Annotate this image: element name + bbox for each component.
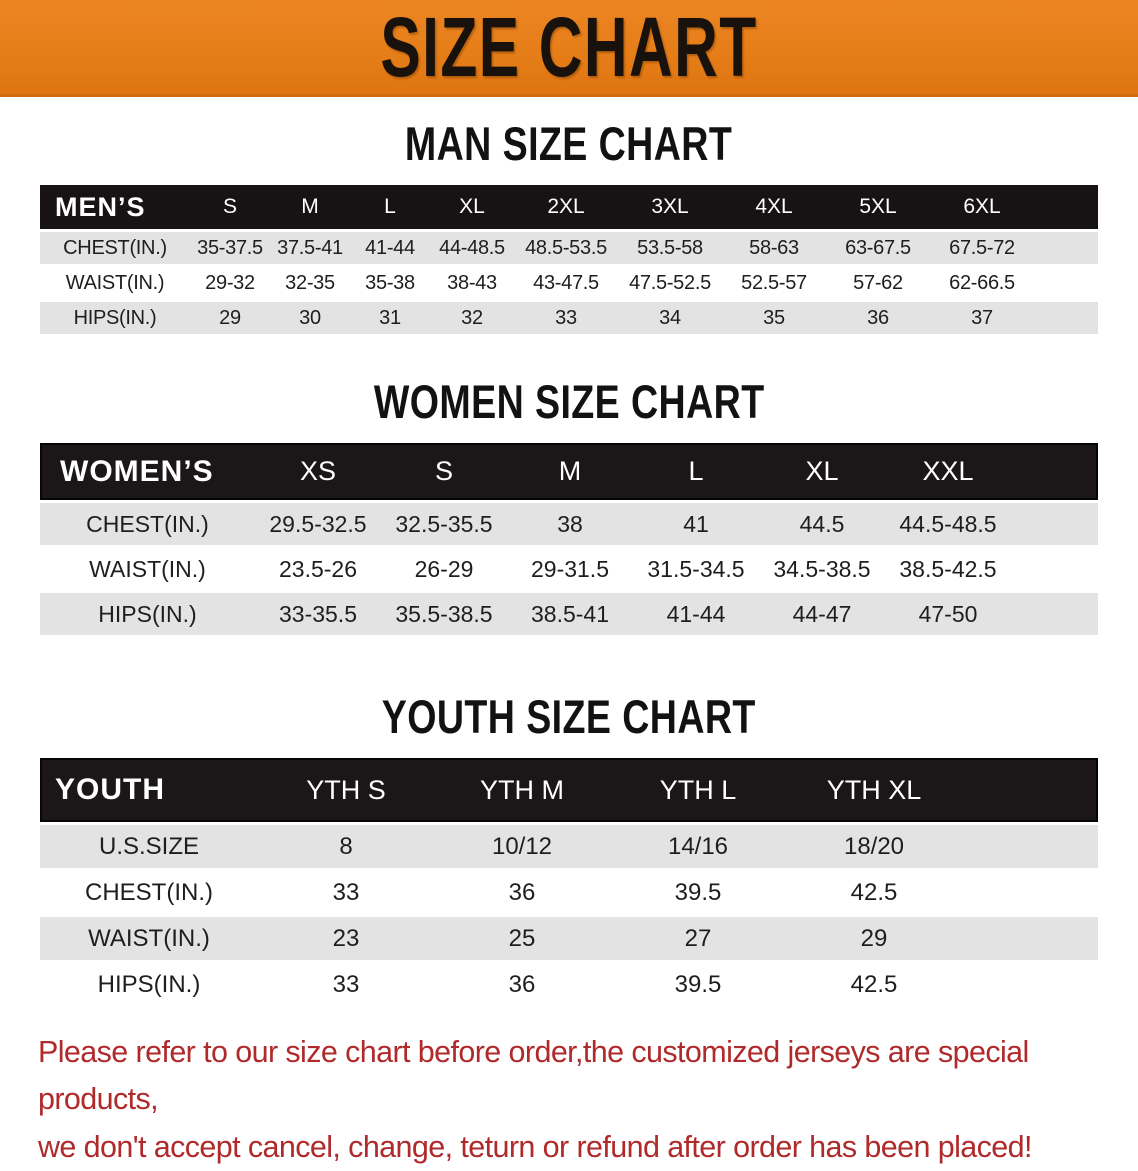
women-cell: 29-31.5 <box>530 555 609 582</box>
youth-row <box>40 871 1098 914</box>
women-row-spacer <box>1011 593 1098 635</box>
youth-section-heading-wrap <box>0 690 1138 742</box>
youth-column-header: YTH M <box>480 774 564 805</box>
youth-row-label: HIPS(IN.) <box>97 970 201 998</box>
men-row-label: HIPS(IN.) <box>73 306 157 329</box>
men-row <box>40 267 1098 299</box>
men-column-header: 2XL <box>547 195 585 218</box>
youth-cell: 10/12 <box>491 832 553 860</box>
women-cell: 44.5-48.5 <box>899 510 997 537</box>
men-column-header: 3XL <box>651 195 689 218</box>
men-cell: 58-63 <box>749 236 799 259</box>
women-header-label: WOMEN’S <box>60 454 214 488</box>
youth-cell: 27 <box>684 924 712 952</box>
youth-cell: 39.5 <box>674 970 722 998</box>
men-cell: 36 <box>867 306 889 329</box>
youth-row-spacer <box>962 963 1098 1006</box>
men-header-spacer <box>1034 185 1098 229</box>
men-cell: 34 <box>659 306 681 329</box>
youth-cell: 29 <box>860 924 888 952</box>
youth-header-label: YOUTH <box>55 773 165 806</box>
women-column-header: XXL <box>922 456 974 486</box>
women-cell: 34.5-38.5 <box>773 555 871 582</box>
women-row-spacer <box>1011 503 1098 545</box>
women-row <box>40 593 1098 635</box>
women-header-row <box>40 443 1098 500</box>
youth-row-label: U.S.SIZE <box>98 832 200 860</box>
men-row-label: CHEST(IN.) <box>63 236 167 259</box>
men-cell: 67.5-72 <box>949 236 1015 259</box>
youth-cell: 8 <box>339 832 353 860</box>
women-cell: 44.5 <box>799 510 845 537</box>
youth-row-spacer <box>962 871 1098 914</box>
size-chart-banner <box>0 0 1138 97</box>
youth-column-header: YTH L <box>659 774 737 805</box>
women-column-header: XL <box>805 456 839 486</box>
men-cell: 63-67.5 <box>845 236 911 259</box>
men-column-header: 6XL <box>963 195 1001 218</box>
youth-header-row <box>40 758 1098 822</box>
youth-row-spacer <box>962 825 1098 868</box>
youth-cell: 25 <box>508 924 536 952</box>
youth-cell: 36 <box>508 970 536 998</box>
men-cell: 43-47.5 <box>533 271 599 294</box>
men-cell: 33 <box>555 306 577 329</box>
men-header-label: MEN’S <box>55 191 146 222</box>
disclaimer-line-1: Please refer to our size chart before order,the customized jerseys are special products, <box>38 1035 1029 1117</box>
men-row-spacer <box>1034 267 1098 299</box>
men-row-spacer <box>1034 232 1098 264</box>
men-cell: 32 <box>461 306 483 329</box>
women-cell: 23.5-26 <box>278 555 357 582</box>
women-row-label: WAIST(IN.) <box>89 555 206 582</box>
banner-title: SIZE CHART <box>380 0 758 94</box>
men-cell: 52.5-57 <box>741 271 807 294</box>
women-column-header: M <box>558 456 582 486</box>
women-cell: 41-44 <box>666 600 726 627</box>
men-cell: 35-38 <box>365 271 415 294</box>
youth-column-header: YTH S <box>306 774 386 805</box>
youth-column-header: YTH XL <box>826 774 922 805</box>
men-cell: 37.5-41 <box>277 236 343 259</box>
women-cell: 44-47 <box>792 600 852 627</box>
men-cell: 29-32 <box>205 271 255 294</box>
women-cell: 35.5-38.5 <box>395 600 493 627</box>
men-cell: 35-37.5 <box>197 236 263 259</box>
men-column-header: 4XL <box>755 195 793 218</box>
women-size-table <box>40 440 1098 638</box>
men-column-header: S <box>222 195 237 218</box>
men-cell: 31 <box>379 306 401 329</box>
men-section-title: MAN SIZE CHART <box>405 116 733 170</box>
men-column-header: L <box>384 195 396 218</box>
women-row-spacer <box>1011 548 1098 590</box>
disclaimer-line-2: we don't accept cancel, change, teturn or refund after order has been placed! <box>38 1129 1032 1164</box>
women-cell: 38 <box>557 510 583 537</box>
men-cell: 47.5-52.5 <box>629 271 711 294</box>
women-row-label: CHEST(IN.) <box>86 510 209 537</box>
women-cell: 33-35.5 <box>278 600 357 627</box>
women-cell: 26-29 <box>414 555 474 582</box>
youth-cell: 39.5 <box>674 878 722 906</box>
youth-cell: 42.5 <box>850 878 898 906</box>
women-section-heading-wrap <box>0 375 1138 427</box>
men-cell: 57-62 <box>853 271 903 294</box>
men-size-table <box>40 182 1098 337</box>
women-cell: 47-50 <box>918 600 978 627</box>
women-cell: 41 <box>683 510 709 537</box>
youth-cell: 33 <box>332 970 360 998</box>
youth-row-label: WAIST(IN.) <box>88 924 210 952</box>
men-cell: 32-35 <box>285 271 335 294</box>
disclaimer <box>38 1029 1108 1171</box>
youth-row <box>40 825 1098 868</box>
men-row <box>40 232 1098 264</box>
men-cell: 29 <box>219 306 241 329</box>
women-row <box>40 548 1098 590</box>
men-row-spacer <box>1034 302 1098 334</box>
youth-cell: 36 <box>508 878 536 906</box>
women-column-header: L <box>688 456 704 486</box>
men-cell: 48.5-53.5 <box>525 236 607 259</box>
women-header-spacer <box>1011 443 1098 500</box>
men-row-label: WAIST(IN.) <box>65 271 165 294</box>
youth-cell: 23 <box>332 924 360 952</box>
youth-header-spacer <box>962 758 1098 822</box>
women-column-header: S <box>434 456 453 486</box>
youth-row <box>40 917 1098 960</box>
men-row <box>40 302 1098 334</box>
youth-row <box>40 963 1098 1006</box>
men-cell: 53.5-58 <box>637 236 703 259</box>
women-cell: 32.5-35.5 <box>395 510 493 537</box>
men-cell: 38-43 <box>447 271 497 294</box>
youth-row-label: CHEST(IN.) <box>85 878 213 906</box>
youth-section-title: YOUTH SIZE CHART <box>381 689 757 743</box>
youth-cell: 18/20 <box>843 832 905 860</box>
women-section-title: WOMEN SIZE CHART <box>373 374 765 428</box>
men-header-row <box>40 185 1098 229</box>
men-section-heading-wrap <box>0 117 1138 169</box>
women-cell: 29.5-32.5 <box>269 510 367 537</box>
women-cell: 38.5-42.5 <box>899 555 997 582</box>
men-cell: 37 <box>971 306 993 329</box>
women-cell: 38.5-41 <box>530 600 609 627</box>
men-cell: 44-48.5 <box>439 236 505 259</box>
women-cell: 31.5-34.5 <box>647 555 745 582</box>
men-column-header: M <box>301 195 319 218</box>
men-cell: 30 <box>299 306 321 329</box>
youth-cell: 42.5 <box>850 970 898 998</box>
men-cell: 35 <box>763 306 785 329</box>
men-column-header: XL <box>459 195 485 218</box>
youth-cell: 33 <box>332 878 360 906</box>
youth-size-table <box>40 755 1098 1009</box>
women-row-label: HIPS(IN.) <box>98 600 197 627</box>
men-cell: 41-44 <box>365 236 415 259</box>
women-row <box>40 503 1098 545</box>
men-cell: 62-66.5 <box>949 271 1015 294</box>
youth-cell: 14/16 <box>667 832 729 860</box>
women-column-header: XS <box>299 456 337 486</box>
youth-row-spacer <box>962 917 1098 960</box>
men-column-header: 5XL <box>859 195 897 218</box>
